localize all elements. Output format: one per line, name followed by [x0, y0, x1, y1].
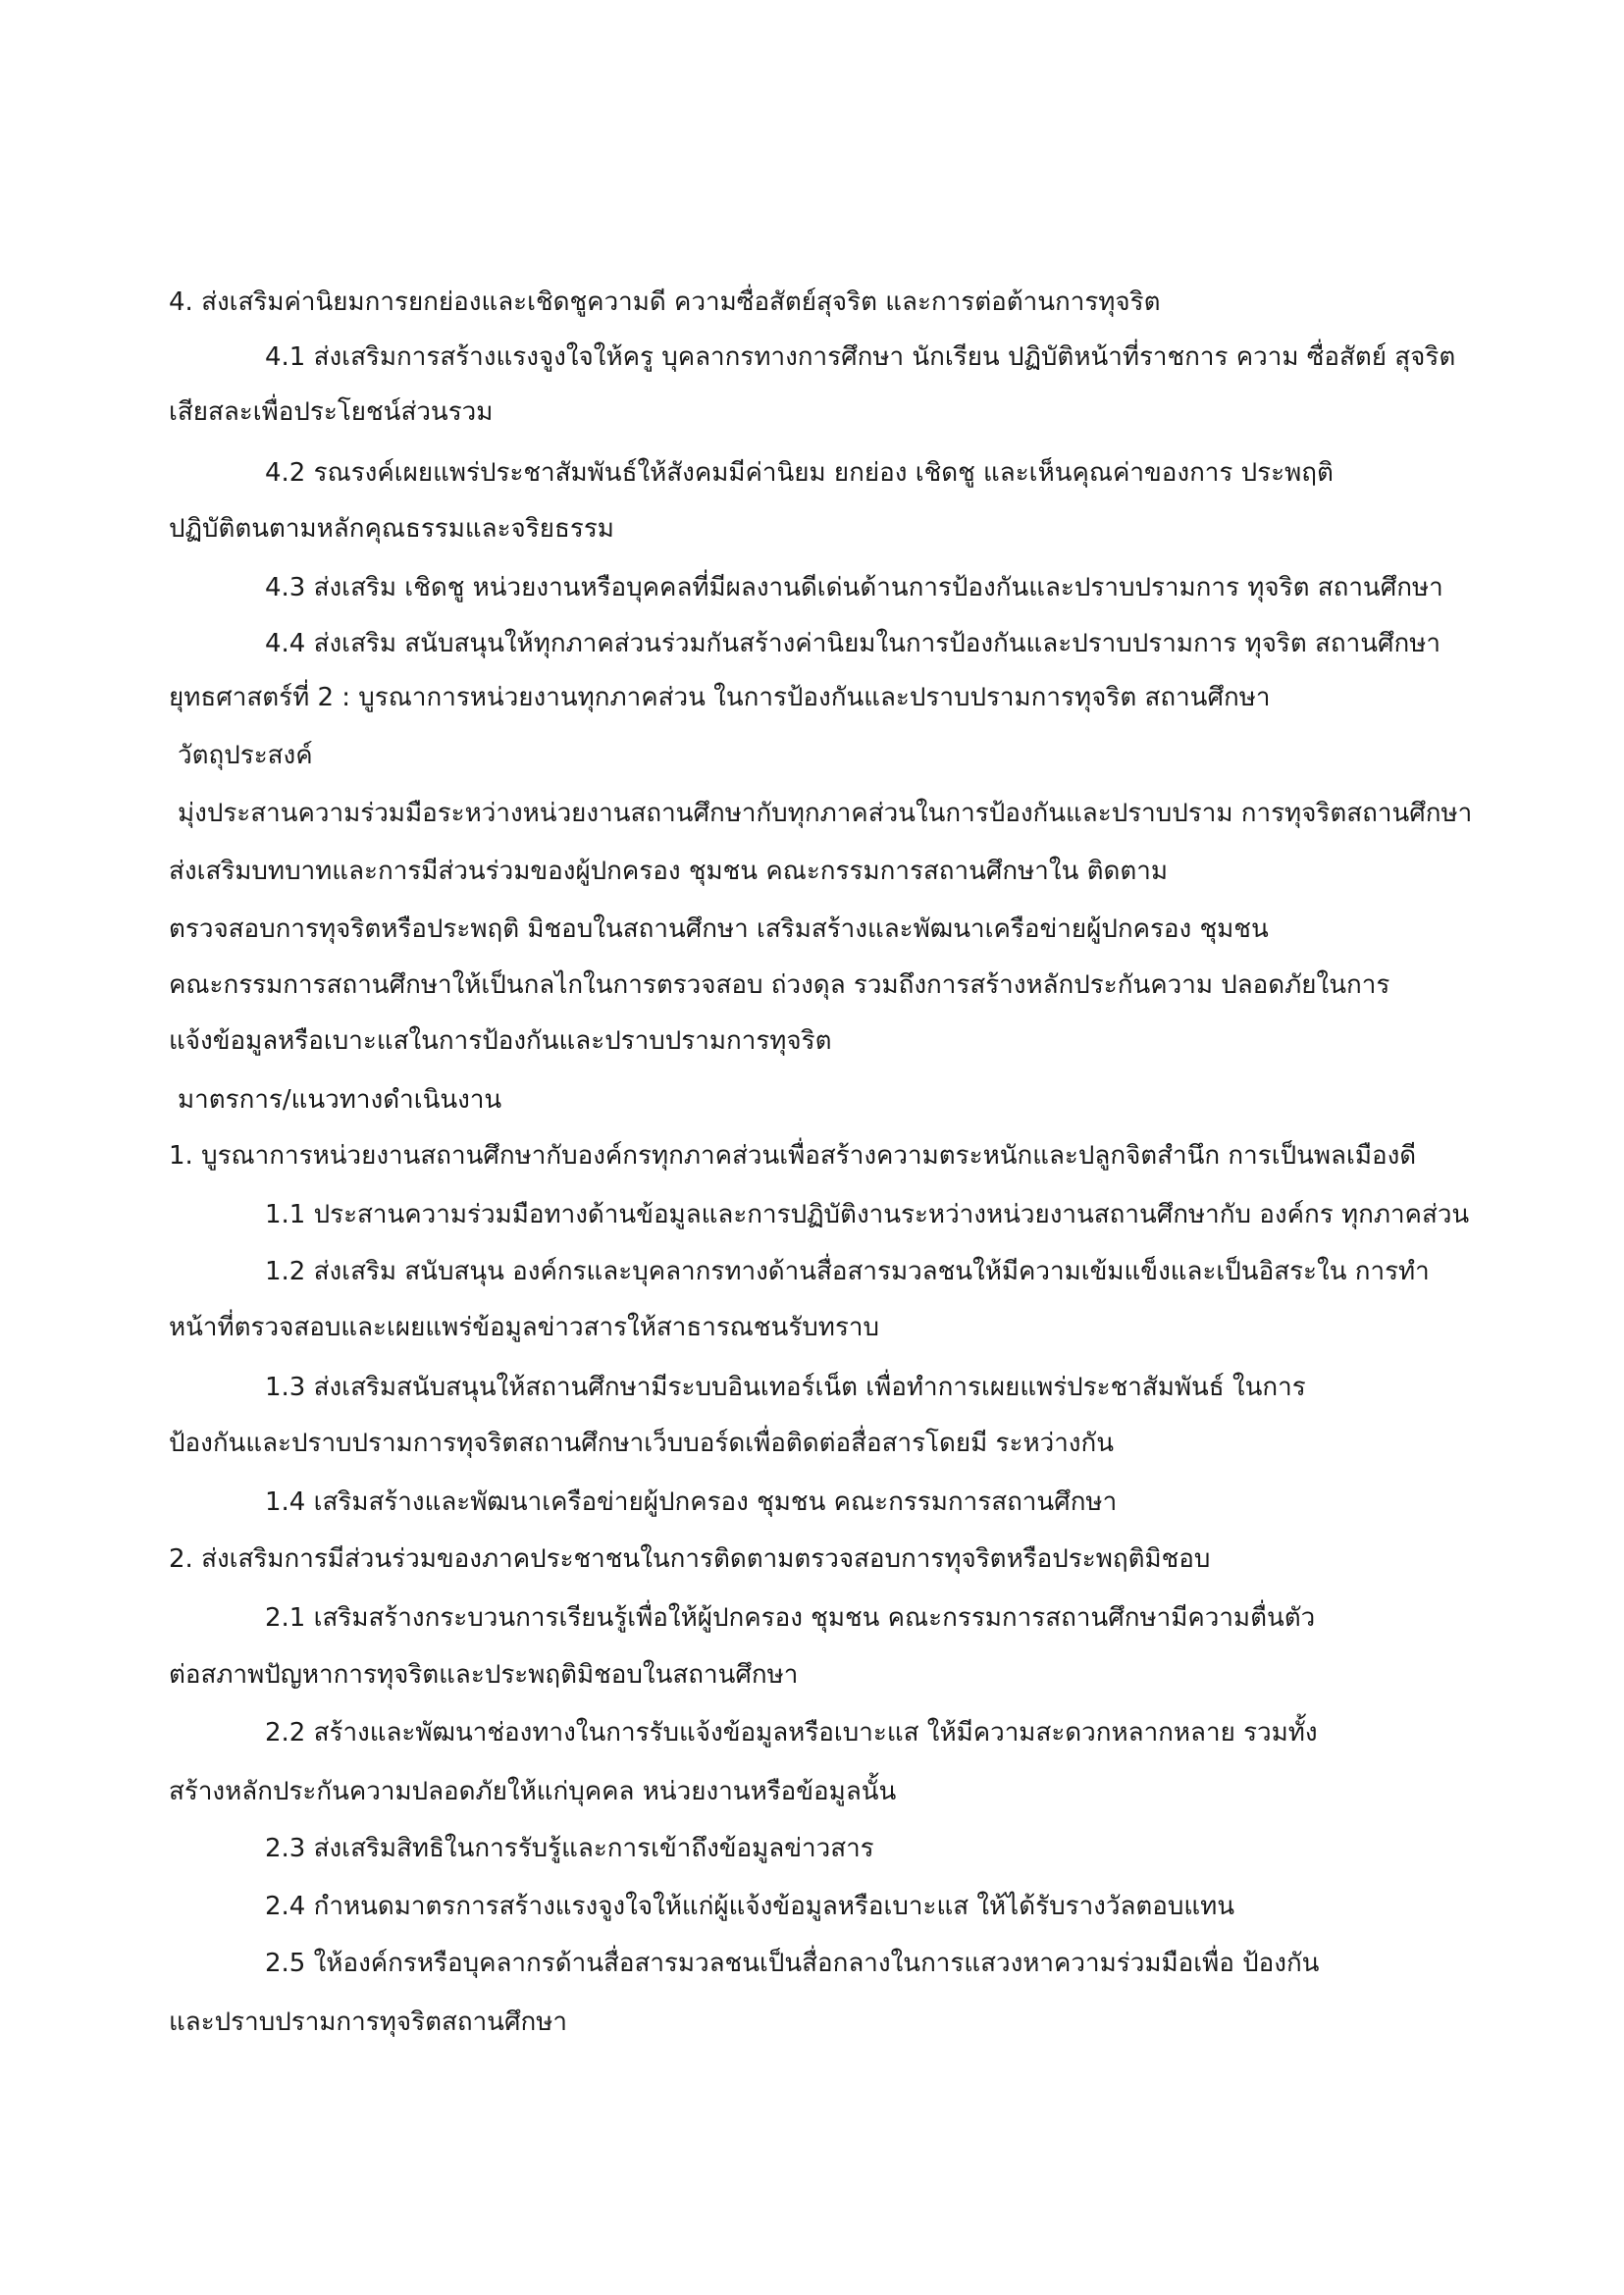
item-1-2-line-2: หน้าที่ตรวจสอบและเผยแพร่ข้อมูลข่าวสารให้สาธารณชนรับทราบ	[169, 1313, 880, 1342]
objective-line-2: ส่งเสริมบทบาทและการมีส่วนร่วมของผู้ปกครอง ชุมชน คณะกรรมการสถานศึกษาใน ติดตาม	[169, 857, 1169, 886]
item-4-2-line-2: ปฏิบัติตนตามหลักคุณธรรมและจริยธรรม	[169, 514, 614, 544]
item-1-3-line-2: ป้องกันและปราบปรามการทุจริตสถานศึกษาเว็บบอร์ดเพื่อติดต่อสื่อสารโดยมี ระหว่างกัน	[169, 1429, 1115, 1458]
item-2-2-line-1: 2.2 สร้างและพัฒนาช่องทางในการรับแจ้งข้อมูลหรือเบาะแส ให้มีความสะดวกหลากหลาย รวมทั้ง	[265, 1718, 1318, 1747]
item-4-3: 4.3 ส่งเสริม เชิดชู หน่วยงานหรือบุคคลที่มีผลงานดีเด่นด้านการป้องกันและปราบปรามการ ทุจริต สถานศึกษา	[265, 573, 1443, 602]
item-4-1-line-1: 4.1 ส่งเสริมการสร้างแรงจูงใจให้ครู บุคลากรทางการศึกษา นักเรียน ปฏิบัติหน้าที่ราชการ ความ ซื่อสัตย์ สุจริต	[265, 342, 1456, 372]
item-2-5-line-2: และปราบปรามการทุจริตสถานศึกษา	[169, 2008, 567, 2037]
measure-2-heading: 2. ส่งเสริมการมีส่วนร่วมของภาคประชาชนในการติดตามตรวจสอบการทุจริตหรือประพฤติมิชอบ	[169, 1544, 1211, 1574]
section-4-heading: 4. ส่งเสริมค่านิยมการยกย่องและเชิดชูความดี ความซื่อสัตย์สุจริต และการต่อต้านการทุจริต	[169, 287, 1161, 317]
objective-line-1: มุ่งประสานความร่วมมือระหว่างหน่วยงานสถานศึกษากับทุกภาคส่วนในการป้องกันและปราบปราม การทุจริตสถานศึกษา	[178, 799, 1473, 828]
objective-line-4: คณะกรรมการสถานศึกษาให้เป็นกลไกในการตรวจสอบ ถ่วงดุล รวมถึงการสร้างหลักประกันความ ปลอดภัยในการ	[169, 970, 1390, 1000]
measure-1-heading: 1. บูรณาการหน่วยงานสถานศึกษากับองค์กรทุกภาคส่วนเพื่อสร้างความตระหนักและปลูกจิตสำนึก การเป็นพลเมืองดี	[169, 1141, 1417, 1171]
objective-line-5: แจ้งข้อมูลหรือเบาะแสในการป้องกันและปราบปรามการทุจริต	[169, 1026, 832, 1056]
item-2-1-line-2: ต่อสภาพปัญหาการทุจริตและประพฤติมิชอบในสถานศึกษา	[169, 1660, 799, 1690]
item-1-3-line-1: 1.3 ส่งเสริมสนับสนุนให้สถานศึกษามีระบบอินเทอร์เน็ต เพื่อทำการเผยแพร่ประชาสัมพันธ์ ในการ	[265, 1373, 1306, 1402]
item-2-5-line-1: 2.5 ให้องค์กรหรือบุคลากรด้านสื่อสารมวลชนเป็นสื่อกลางในการแสวงหาความร่วมมือเพื่อ ป้องกัน	[265, 1949, 1320, 1978]
objective-line-3: ตรวจสอบการทุจริตหรือประพฤติ มิชอบในสถานศึกษา เสริมสร้างและพัฒนาเครือข่ายผู้ปกครอง ชุมชน	[169, 914, 1269, 944]
item-2-4: 2.4 กำหนดมาตรการสร้างแรงจูงใจให้แก่ผู้แจ้งข้อมูลหรือเบาะแส ให้ได้รับรางวัลตอบแทน	[265, 1892, 1235, 1921]
item-4-2-line-1: 4.2 รณรงค์เผยแพร่ประชาสัมพันธ์ให้สังคมมีค่านิยม ยกย่อง เชิดชู และเห็นคุณค่าของการ ประพฤติ	[265, 458, 1334, 488]
item-2-2-line-2: สร้างหลักประกันความปลอดภัยให้แก่บุคคล หน่วยงานหรือข้อมูลนั้น	[169, 1777, 897, 1806]
measures-heading: มาตรการ/แนวทางดำเนินงาน	[178, 1085, 502, 1115]
strategy-2-heading: ยุทธศาสตร์ที่ 2 : บูรณาการหน่วยงานทุกภาคส่วน ในการป้องกันและปราบปรามการทุจริต สถานศึกษา	[169, 683, 1271, 712]
objective-heading: วัตถุประสงค์	[178, 741, 313, 770]
item-2-1-line-1: 2.1 เสริมสร้างกระบวนการเรียนรู้เพื่อให้ผู้ปกครอง ชุมชน คณะกรรมการสถานศึกษามีความตื่นตัว	[265, 1603, 1316, 1633]
item-1-4: 1.4 เสริมสร้างและพัฒนาเครือข่ายผู้ปกครอง ชุมชน คณะกรรมการสถานศึกษา	[265, 1487, 1118, 1517]
item-4-4: 4.4 ส่งเสริม สนับสนุนให้ทุกภาคส่วนร่วมกันสร้างค่านิยมในการป้องกันและปราบปรามการ ทุจริต สถานศึกษา	[265, 629, 1441, 658]
item-2-3: 2.3 ส่งเสริมสิทธิในการรับรู้และการเข้าถึงข้อมูลข่าวสาร	[265, 1834, 874, 1863]
item-4-1-line-2: เสียสละเพื่อประโยชน์ส่วนรวม	[169, 397, 494, 427]
item-1-1: 1.1 ประสานความร่วมมือทางด้านข้อมูลและการปฏิบัติงานระหว่างหน่วยงานสถานศึกษากับ องค์กร ทุกภาคส่วน	[265, 1200, 1470, 1229]
item-1-2-line-1: 1.2 ส่งเสริม สนับสนุน องค์กรและบุคลากรทางด้านสื่อสารมวลชนให้มีความเข้มแข็งและเป็นอิสระใน การทำ	[265, 1257, 1430, 1286]
